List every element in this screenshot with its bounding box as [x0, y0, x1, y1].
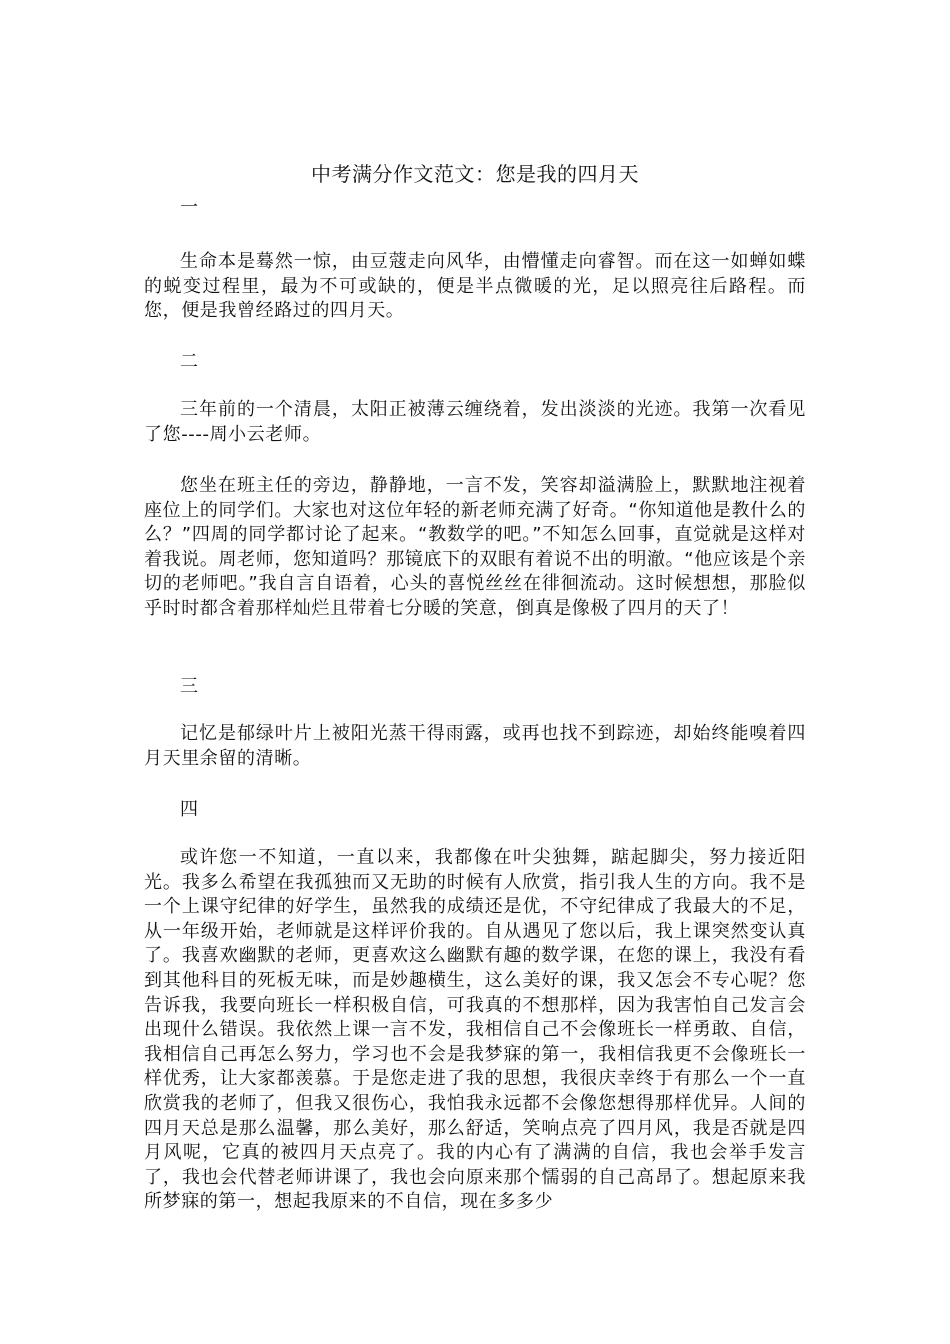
- paragraph-3: 您坐在班主任的旁边，静静地，一言不发，笑容却溢满脸上，默默地注视着座位上的同学们。大家也对这位年轻的新老师充满了好奇。“你知道他是教什么的么？”四周的同学都讨论了起来。“教数学的吧。”不知怎么回事，直觉就是这样对着我说。周老师，您知道吗？那镜底下的双眼有着说不出的明澈。“他应该是个亲切的老师吧。”我自言自语着，心头的喜悦丝丝在徘徊流动。这时候想想，那脸似乎时时都含着那样灿烂且带着七分暖的笑意，倒真是像极了四月的天了！: [144, 475, 806, 619]
- document-title: 中考满分作文范文：您是我的四月天: [311, 162, 639, 186]
- section-heading-2: 二: [180, 351, 198, 372]
- section-heading-1: 一: [180, 197, 198, 218]
- section-heading-4: 四: [180, 799, 198, 820]
- paragraph-2: 三年前的一个清晨，太阳正被薄云缠绕着，发出淡淡的光迹。我第一次看见了您----周小云老师。: [144, 399, 806, 445]
- paragraph-1: 生命本是蓦然一惊，由豆蔻走向风华，由懵懂走向睿智。而在这一如蝉如蝶的蜕变过程里，最为不可或缺的，便是半点微暖的光，足以照亮往后路程。而您，便是我曾经路过的四月天。: [144, 251, 806, 322]
- paragraph-5: 或许您一不知道，一直以来，我都像在叶尖独舞，踮起脚尖，努力接近阳光。我多么希望在我孤独而又无助的时候有人欣赏，指引我人生的方向。我不是一个上课守纪律的好学生，虽然我的成绩还是优，不守纪律成了我最大的不足，从一年级开始，老师就是这样评价我的。自从遇见了您以后，我上课突然变认真了。我喜欢幽默的老师，更喜欢这么幽默有趣的数学课，在您的课上，我没有看到其他科目的死板无味，而是妙趣横生，这么美好的课，我又怎会不专心呢？您告诉我，我要向班长一样积极自信，可我真的不想那样，因为我害怕自己发言会出现什么错误。我依然上课一言不发，我相信自己不会像班长一样勇敢、自信，我相信自己再怎么努力，学习也不会是我梦寐的第一，我相信我更不会像班长一样优秀，让大家都羡慕。于是您走进了我的思想，我很庆幸终于有那么一个一直欣赏我的老师了，但我又很伤心，我怕我永远都不会像您想得那样优异。人间的四月天总是那么温馨，那么美好，那么舒适，笑响点亮了四月风，我是否就是四月风呢，它真的被四月天点亮了。我的内心有了满满的自信，我也会举手发言了，我也会代替老师讲课了，我也会向原来那个懦弱的自己高昂了。想起原来我所梦寐的第一，想起我原来的不自信，现在多多少: [144, 847, 806, 1213]
- section-heading-3: 三: [180, 676, 198, 697]
- paragraph-4: 记忆是郁绿叶片上被阳光蒸干得雨露，或再也找不到踪迹，却始终能嗅着四月天里余留的清晰。: [144, 723, 806, 769]
